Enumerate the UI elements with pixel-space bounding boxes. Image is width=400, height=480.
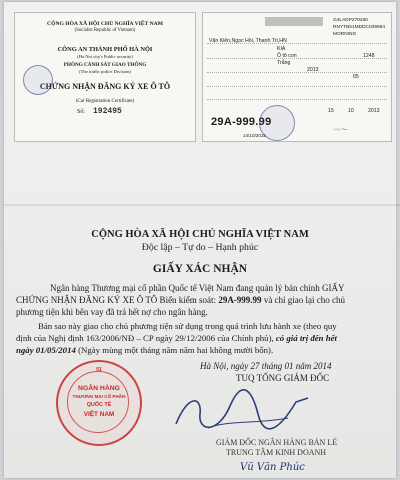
redacted-field [265,17,323,26]
card-country-en: (Socialist Republic of Vietnam) [74,28,136,33]
card-signature: 〰〜 [333,126,347,134]
issue-day: 15 [328,108,334,114]
seal-line1: NGÂN HÀNG [78,385,120,392]
seal-line3: QUỐC TẾ [86,402,112,408]
letter-country: CỘNG HÒA XÃ HỘI CHỦ NGHĨA VIỆT NAM [91,229,309,240]
manufacture-year: 2013 [307,67,319,73]
p2-line2 [16,334,337,343]
vehicle-brand: KIA [277,46,286,52]
place-date: Hà Nội, ngày 27 tháng 01 năm 2014 [200,361,332,371]
card-police-en: (Ha Noi city's Public security) [77,54,133,59]
letter-motto: Độc lập – Tự do – Hạnh phúc [141,242,259,253]
p1-line1: Ngân hàng Thương mại cổ phần Quốc tế Việt Nam đang quản lý bản chính GIẤY [50,283,345,293]
unit-line1: GIÁM ĐỐC NGÂN HÀNG BÁN LẺ [216,438,338,447]
issue-month: 10 [348,108,354,114]
vehicle-color: Trắng [277,60,291,66]
p1-line3: phương tiện khi bên vay đã trả hết nợ cho ngân hàng. [16,307,208,317]
row-divider [207,58,387,59]
letter-title: GIẤY XÁC NHẬN [152,263,248,275]
signature-scribble [168,384,318,444]
p2-valid-until: có giá trị đến hết [275,333,337,343]
vehicle-type: Ô tô con [277,53,297,59]
row-divider [207,72,387,73]
seat-count: 05 [353,74,359,80]
row-divider [207,86,387,87]
card-serial: 192495 [93,107,122,116]
row-divider [207,43,387,44]
seal-line4: VIỆT NAM [83,411,115,418]
p2-line3-text: (Ngày mùng một tháng năm năm hai không mười bốn). [78,345,274,355]
paper-fold [4,204,400,206]
issue-year: 2013 [368,108,380,114]
registration-card-front [14,12,196,142]
card-dept: PHÒNG CẢNH SÁT GIAO THÔNG [63,62,147,68]
document-page [4,2,396,478]
license-plate: 29A-999.99 [211,116,272,128]
unit-line2: TRUNG TÂM KINH DOANH [226,448,327,457]
seal-line2: THƯƠNG MẠI CỔ PHẦN [72,394,126,399]
engine-number: G4LADP270260 [333,18,368,23]
chassis-number: RNYTB51MDDC039994 [333,25,385,30]
row-divider [207,99,387,100]
card-dept-en: (The traffic police Division) [79,69,131,74]
owner-address: Văn Kiên,Ngọc Hồi, Thanh Trì,HN [209,38,287,44]
card-police: CÔNG AN THÀNH PHỐ HÀ NỘI [57,46,153,53]
bank-seal [56,360,142,446]
expiry-date: 14/10/2015 [243,133,266,138]
p1-line2-text: CHỨNG NHẬN ĐĂNG KÝ XE Ô TÔ Biển kiểm soát: [16,295,217,305]
police-stamp [259,105,295,141]
signer-name: Vũ Văn Phúc [240,462,305,473]
p2-line1: Bản sao này giao cho chủ phương tiện sử dụng trong quá trình lưu hành xe (theo quy [38,321,337,331]
signer-title: TUQ TỔNG GIÁM ĐỐC [236,373,330,383]
seal-id: 01 [96,367,102,373]
emblem-stamp [23,65,53,95]
p1-line2-tail: và chỉ giao lại cho chủ [263,295,346,305]
model-name: MORNING [333,32,357,37]
card-title: CHỨNG NHẬN ĐĂNG KÝ XE Ô TÔ [39,82,171,91]
registration-card-back [202,12,392,142]
card-country: CỘNG HÒA XÃ HỘI CHỦ NGHĨA VIỆT NAM [47,21,163,27]
p2-line3 [16,346,273,355]
p1-line2 [16,296,345,305]
p2-line2-text: định của Nghị định 163/2006/NĐ – CP ngày 29/12/2006 của Chính phủ), [16,333,274,343]
card-serial-label: Số: [77,109,86,115]
p2-valid-date: ngày 01/05/2014 [16,345,76,355]
engine-capacity: 1248 [363,53,375,59]
card-title-en: (Car Registration Certificate) [75,99,135,104]
p1-plate: 29A-999.99 [218,295,262,305]
